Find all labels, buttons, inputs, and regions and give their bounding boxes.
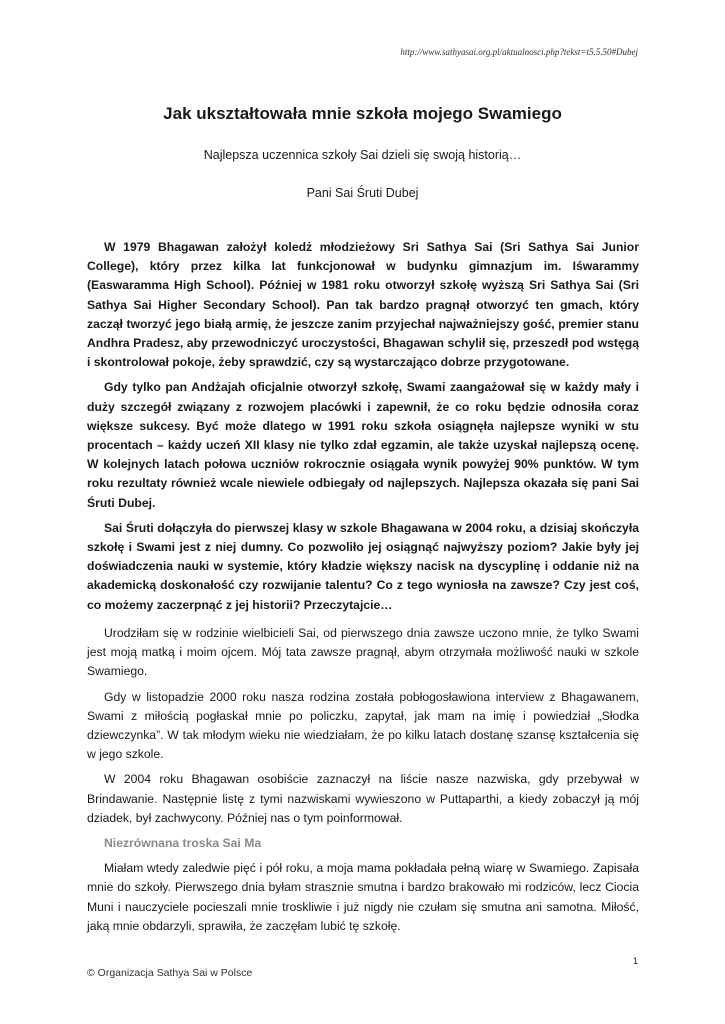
section-heading: Niezrównana troska Sai Ma bbox=[104, 836, 262, 851]
body-section bbox=[87, 624, 639, 942]
intro-paragraph: W 1979 Bhagawan założył koledż młodzieżowy Sri Sathya Sai (Sri Sathya Sai Junior College), który przez kilka lat funkcjonował w budynku gimnazjum im. Iśwarammy (Easwaramma High School). Później w 1981 roku otworzył szkołę wyższą Sri Sathya Sai (Sri Sathya Sai Higher Secondary School). Pan tak bardzo pragnął otworzyć ten gmach, który zaczął tworzyć jego białą armię, że jeszcze zanim przyjechał najważniejszy gość, premier stanu Andhra Pradesz, aby przewodniczyć uroczystości, Bhagawan schylił się, przeszedł pod wstęgą i skontrolował pokoje, żeby sprawdzić, czy są wystarczająco dobrze przygotowane. bbox=[87, 240, 639, 370]
subtitle: Najlepsza uczennica szkoły Sai dzieli się swoją historią… bbox=[203, 148, 522, 162]
body-paragraph: Urodziłam się w rodzinie wielbicieli Sai, od pierwszego dnia zawsze uczono mnie, że tylko Swami jest moją matką i moim ojcem. Mój tata zawsze pragnął, abym otrzymała możliwość nauki w szkole Swamiego. bbox=[87, 626, 639, 679]
author: Pani Sai Śruti Dubej bbox=[306, 186, 419, 200]
section-paragraph: Miałam wtedy zaledwie pięć i pół roku, a moja mama pokładała pełną wiarę w Swamiego. Zapisała mnie do szkoły. Pierwszego dnia byłam strasznie smutna i bardzo brakowało mi rodziców, lecz Ciocia Muni i nauczyciele pocieszali mnie troskliwie i już nigdy nie czułam się smutna ani samotna. Miłość, jaką mnie obdarzyli, sprawiła, że zaczęłam lubić tę szkołę. bbox=[87, 861, 639, 933]
footer-copyright: © Organizacja Sathya Sai w Polsce bbox=[87, 967, 253, 979]
header-url: http://www.sathyasai.org.pl/aktualnosci.php?tekst=t5.5.50#Dubej bbox=[400, 47, 638, 57]
intro-paragraph: Gdy tylko pan Andżajah oficjalnie otworzył szkołę, Swami zaangażował się w każdy mały i duży szczegół związany z rozwojem placówki i zapewnił, że co roku będzie odnosiła coraz większe sukcesy. Być może dlatego w 1991 roku szkoła osiągnęła najlepsze wyniki w stu procentach – każdy uczeń XII klasy nie tylko zdał egzamin, ale także uzyskał najlepszą ocenę. W kolejnych latach połowa uczniów rokrocznie osiągała wynik powyżej 90% punktów. W tym roku rezultaty również wcale niewiele odbiegały od najlepszych. Najlepsza okazała się pani Sai Śruti Dubej. bbox=[87, 380, 639, 510]
page-number: 1 bbox=[632, 956, 638, 966]
body-paragraph: Gdy w listopadzie 2000 roku nasza rodzina została pobłogosławiona interview z Bhagawanem, Swami z miłością pogłaskał mnie po policzku, zapytał, jak mam na imię i powiedział „Słodka dziewczynka”. W tak młodym wieku nie wiedziałam, że po kilku latach dostanę szansę kształcenia się w jego szkole. bbox=[87, 689, 639, 762]
page-title: Jak ukształtowała mnie szkoła mojego Swamiego bbox=[163, 104, 562, 123]
body-paragraph: W 2004 roku Bhagawan osobiście zaznaczył na liście nasze nazwiska, gdy przebywał w Brindawanie. Następnie listę z tymi nazwiskami wywieszono w Puttaparthi, a kiedy zobaczył ją mój dziadek, był zachwycony. Później nas o tym poinformował. bbox=[87, 772, 639, 825]
intro-paragraph: Sai Śruti dołączyła do pierwszej klasy w szkole Bhagawana w 2004 roku, a dzisiaj skończyła szkołę i Swami jest z niej dumny. Co pozwoliło jej osiągnąć najwyższy poziom? Jakie były jej doświadczenia nauki w systemie, który kładzie większy nacisk na dyscyplinę i oddanie niż na akademicką doskonałość czy rozwijanie talentu? Co z tego wyniosła na zawsze? Czy jest coś, co możemy zaczerpnąć z jej historii? Przeczytajcie… bbox=[87, 520, 639, 612]
intro-section bbox=[87, 238, 639, 621]
